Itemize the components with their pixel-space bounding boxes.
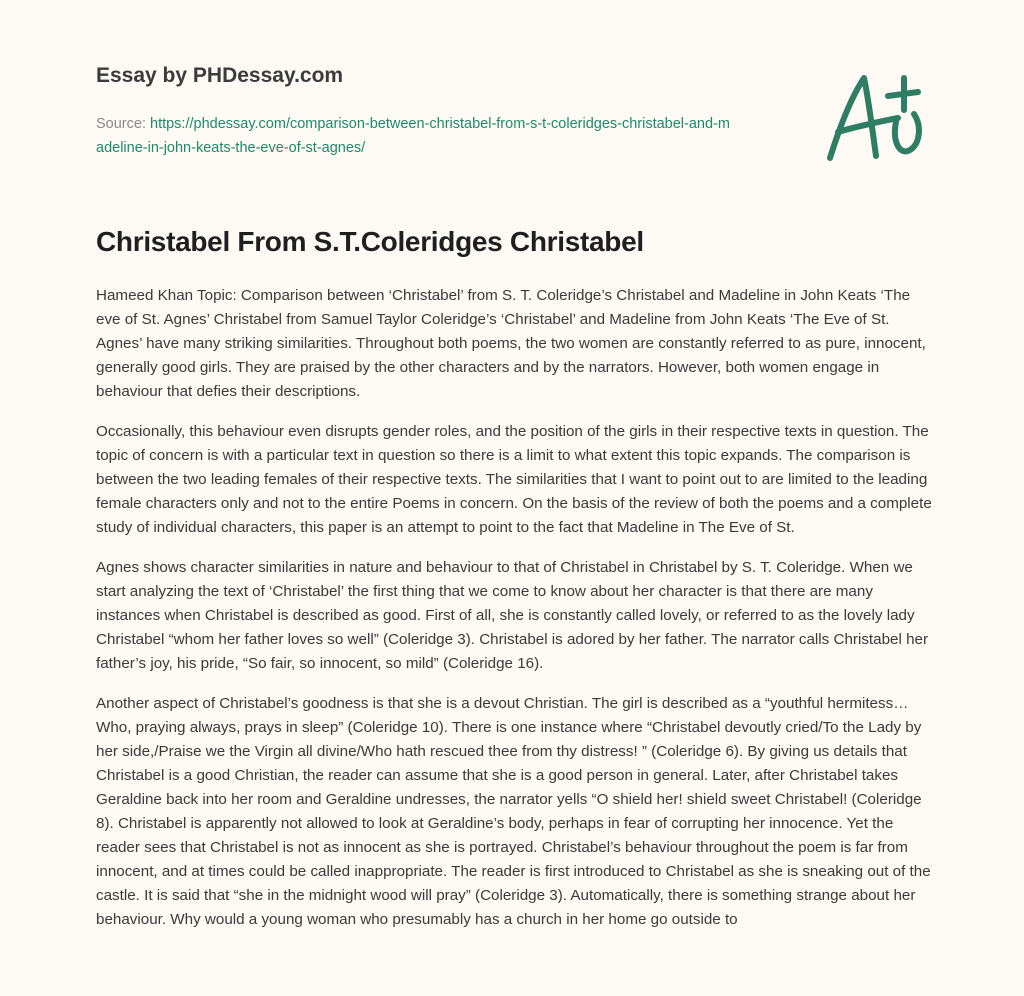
source-label: Source: <box>96 116 150 132</box>
essay-paragraph: Occasionally, this behaviour even disrupts gender roles, and the position of the girls in their respective texts in question. The topic of concern is with a particular text in question so there is a limit to what extent this topic expands. The comparison is between the two leading females of their respective texts. The similarities that I want to point out to are limited to the leading female characters only and not to the entire Poems in concern. On the basis of the review of both the poems and a complete study of individual characters, this paper is an attempt to point to the fact that Madeline in The Eve of St. <box>96 423 932 536</box>
a-plus-logo-icon <box>818 66 928 166</box>
source-link[interactable]: https://phdessay.com/comparison-between-christabel-from-s-t-coleridges-christabel-and-madeline-in-john-keats-the-eve-of-st-agnes/ <box>96 116 730 156</box>
essay-paragraph: Another aspect of Christabel’s goodness is that she is a devout Christian. The girl is described as a “youthful hermitess… Who, praying always, prays in sleep” (Coleridge 10). There is one instance where “Christabel devoutly cried/To the Lady by her side,/Praise we the Virgin all divine/Who hath rescued thee from thy distress! ” (Coleridge 6). By giving us details that Christabel is a good Christian, the reader can assume that she is a good person in general. Later, after Christabel takes Geraldine back into her room and Geraldine undresses, the narrator yells “O shield her! shield sweet Christabel! (Coleridge 8). Christabel is apparently not allowed to look at Geraldine’s body, perhaps in fear of corrupting her innocence. Yet the reader sees that Christabel is not as innocent as she is portrayed. Christabel’s behaviour throughout the poem is far from innocent, and at times could be called inappropriate. The reader is first introduced to Christabel as she is sneaking out of the castle. It is said that “she in the midnight wood will pray” (Coleridge 3). Automatically, there is something strange about her behaviour. Why would a young woman who presumably has a church in her home go outside to <box>96 695 931 928</box>
header <box>96 64 736 160</box>
brand-title: Essay by PHDessay.com <box>96 64 344 87</box>
essay-paragraph: Hameed Khan Topic: Comparison between ‘Christabel’ from S. T. Coleridge’s Christabel and Madeline in John Keats ‘The eve of St. Agnes’ Christabel from Samuel Taylor Coleridge’s ‘Christabel’ and Madeline from John Keats ‘The Eve of St. Agnes’ have many striking similarities. Throughout both poems, the two women are constantly referred to as pure, innocent, generally good girls. They are praised by the other characters and by the narrators. However, both women engage in behaviour that defies their descriptions. <box>96 287 926 400</box>
essay-body <box>96 284 934 948</box>
source-line <box>96 112 736 160</box>
essay-paragraph: Agnes shows character similarities in nature and behaviour to that of Christabel in Christabel by S. T. Coleridge. When we start analyzing the text of ‘Christabel’ the first thing that we come to know about her character is that there are many instances when Christabel is described as good. First of all, she is constantly called lovely, or referred to as the lovely lady Christabel “whom her father loves so well” (Coleridge 3). Christabel is adored by her father. The narrator calls Christabel her father’s joy, his pride, “So fair, so innocent, so mild” (Coleridge 16). <box>96 559 929 672</box>
essay-title: Christabel From S.T.Coleridges Christabel <box>96 226 644 257</box>
